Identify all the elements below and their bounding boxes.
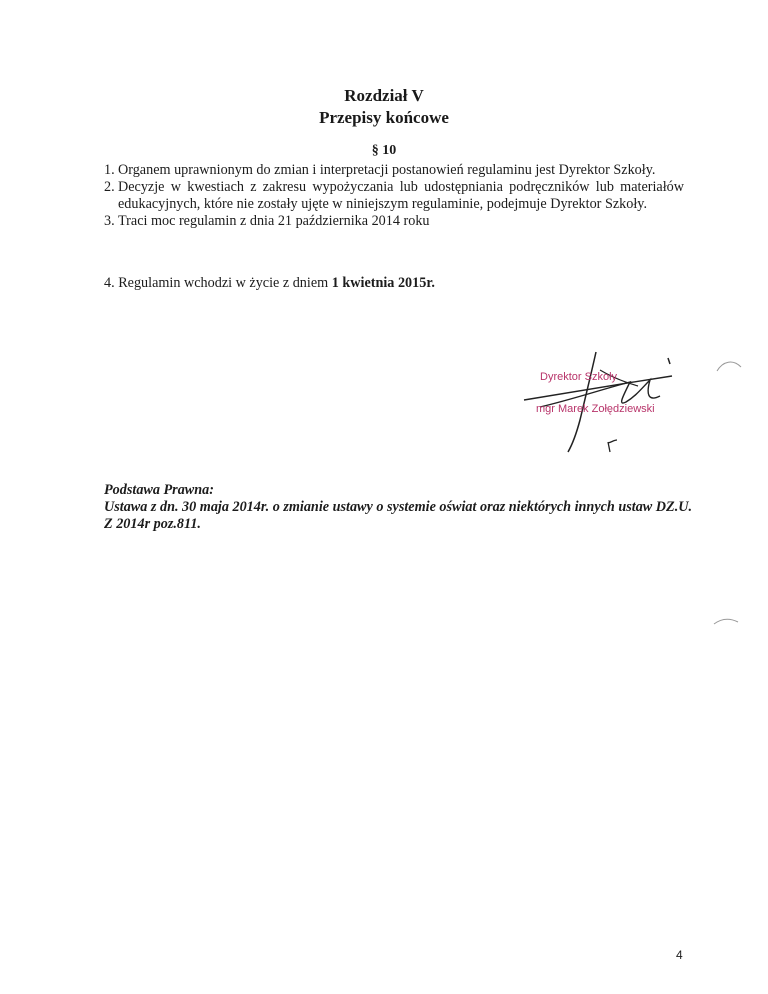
paragraph-number: § 10 xyxy=(371,143,397,158)
rule-number: 1. xyxy=(104,162,115,178)
signature-icon xyxy=(500,340,720,460)
rule-text: Regulamin wchodzi w życie z dniem xyxy=(118,275,332,291)
rule-number: 4. xyxy=(104,275,115,291)
scan-mark-icon xyxy=(712,612,742,632)
rule-item-4 xyxy=(104,275,704,292)
legal-basis xyxy=(104,482,704,533)
rule-text: Organem uprawnionym do zmian i interpretacji postanowień regulaminu jest Dyrektor Szkoły. xyxy=(118,162,656,178)
stamp-name: mgr Marek Zołędziewski xyxy=(536,403,655,415)
rule-number: 2. xyxy=(104,179,115,195)
rules-list xyxy=(104,162,684,230)
stamp-title: Dyrektor Szkoły xyxy=(540,371,618,383)
legal-basis-label: Podstawa Prawna: xyxy=(104,482,214,498)
legal-basis-text: Ustawa z dn. 30 maja 2014r. o zmianie ustawy o systemie oświat oraz niektórych innych ustaw DZ.U. Z 2014r poz.811. xyxy=(104,499,693,532)
effective-date: 1 kwietnia 2015r. xyxy=(331,275,435,291)
rule-text: Decyzje w kwestiach z zakresu wypożyczania lub udostępniania podręczników lub materiałów edukacyjnych, które nie zostały ujęte w niniejszym regulaminie, podejmuje Dyrektor Szkoły. xyxy=(118,179,684,212)
rule-item xyxy=(104,213,684,230)
signature-stamp xyxy=(500,340,720,460)
scan-mark-icon xyxy=(715,355,745,375)
rule-text: Traci moc regulamin z dnia 21 października 2014 roku xyxy=(118,213,430,229)
rule-item xyxy=(104,162,684,179)
chapter-title: Rozdział V xyxy=(344,86,424,105)
rule-number: 3. xyxy=(104,213,115,229)
chapter-subtitle: Przepisy końcowe xyxy=(319,108,449,127)
rule-item xyxy=(104,179,684,213)
page-number: 4 xyxy=(676,948,683,962)
